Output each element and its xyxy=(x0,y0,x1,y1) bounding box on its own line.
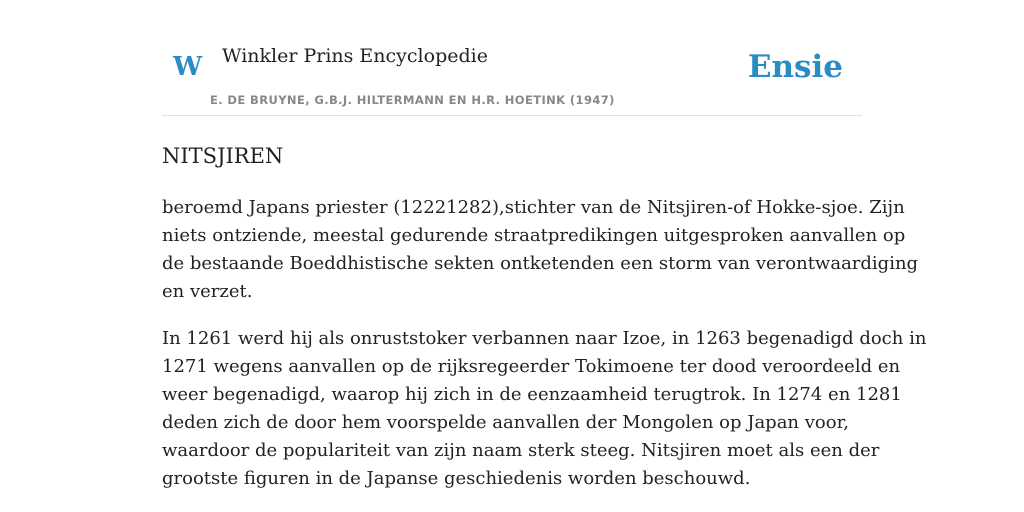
text-line: deden zich de door hem voorspelde aanvallen der Mongolen op Japan voor, xyxy=(162,412,849,433)
site-title[interactable]: Winkler Prins Encyclopedie xyxy=(222,45,488,67)
text-line: de bestaande Boeddhistische sekten ontketenden een storm van verontwaardiging xyxy=(162,253,919,274)
article-page xyxy=(162,0,927,512)
text-line: 1271 wegens aanvallen op de rijksregeerder Tokimoene ter dood veroordeeld en xyxy=(162,356,901,377)
text-line: waardoor de populariteit van zijn naam sterk steeg. Nitsjiren moet als een der xyxy=(162,440,880,461)
article-paragraph xyxy=(162,194,919,306)
text-line: grootste figuren in de Japanse geschiedenis worden beschouwd. xyxy=(162,468,751,489)
text-line: en verzet. xyxy=(162,281,253,302)
source-authors: E. DE BRUYNE, G.B.J. HILTERMANN EN H.R. HOETINK (1947) xyxy=(210,93,615,107)
text-line: weer begenadigd, waarop hij zich in de eenzaamheid terugtrok. In 1274 en 1281 xyxy=(162,384,902,405)
site-header xyxy=(162,0,862,116)
text-line: In 1261 werd hij als onruststoker verbannen naar Izoe, in 1263 begenadigd doch in xyxy=(162,328,927,349)
text-line: beroemd Japans priester (12221282),stichter van de Nitsjiren-of Hokke-sjoe. Zijn xyxy=(162,197,905,218)
ensie-brand-logo[interactable]: Ensie xyxy=(747,49,843,85)
winkler-prins-logo[interactable]: W xyxy=(173,52,203,82)
text-line: niets ontziende, meestal gedurende straatpredikingen uitgesproken aanvallen op xyxy=(162,225,906,246)
article-paragraph xyxy=(162,325,927,493)
article-body xyxy=(162,194,927,493)
article-headword: NITSJIREN xyxy=(162,144,284,168)
